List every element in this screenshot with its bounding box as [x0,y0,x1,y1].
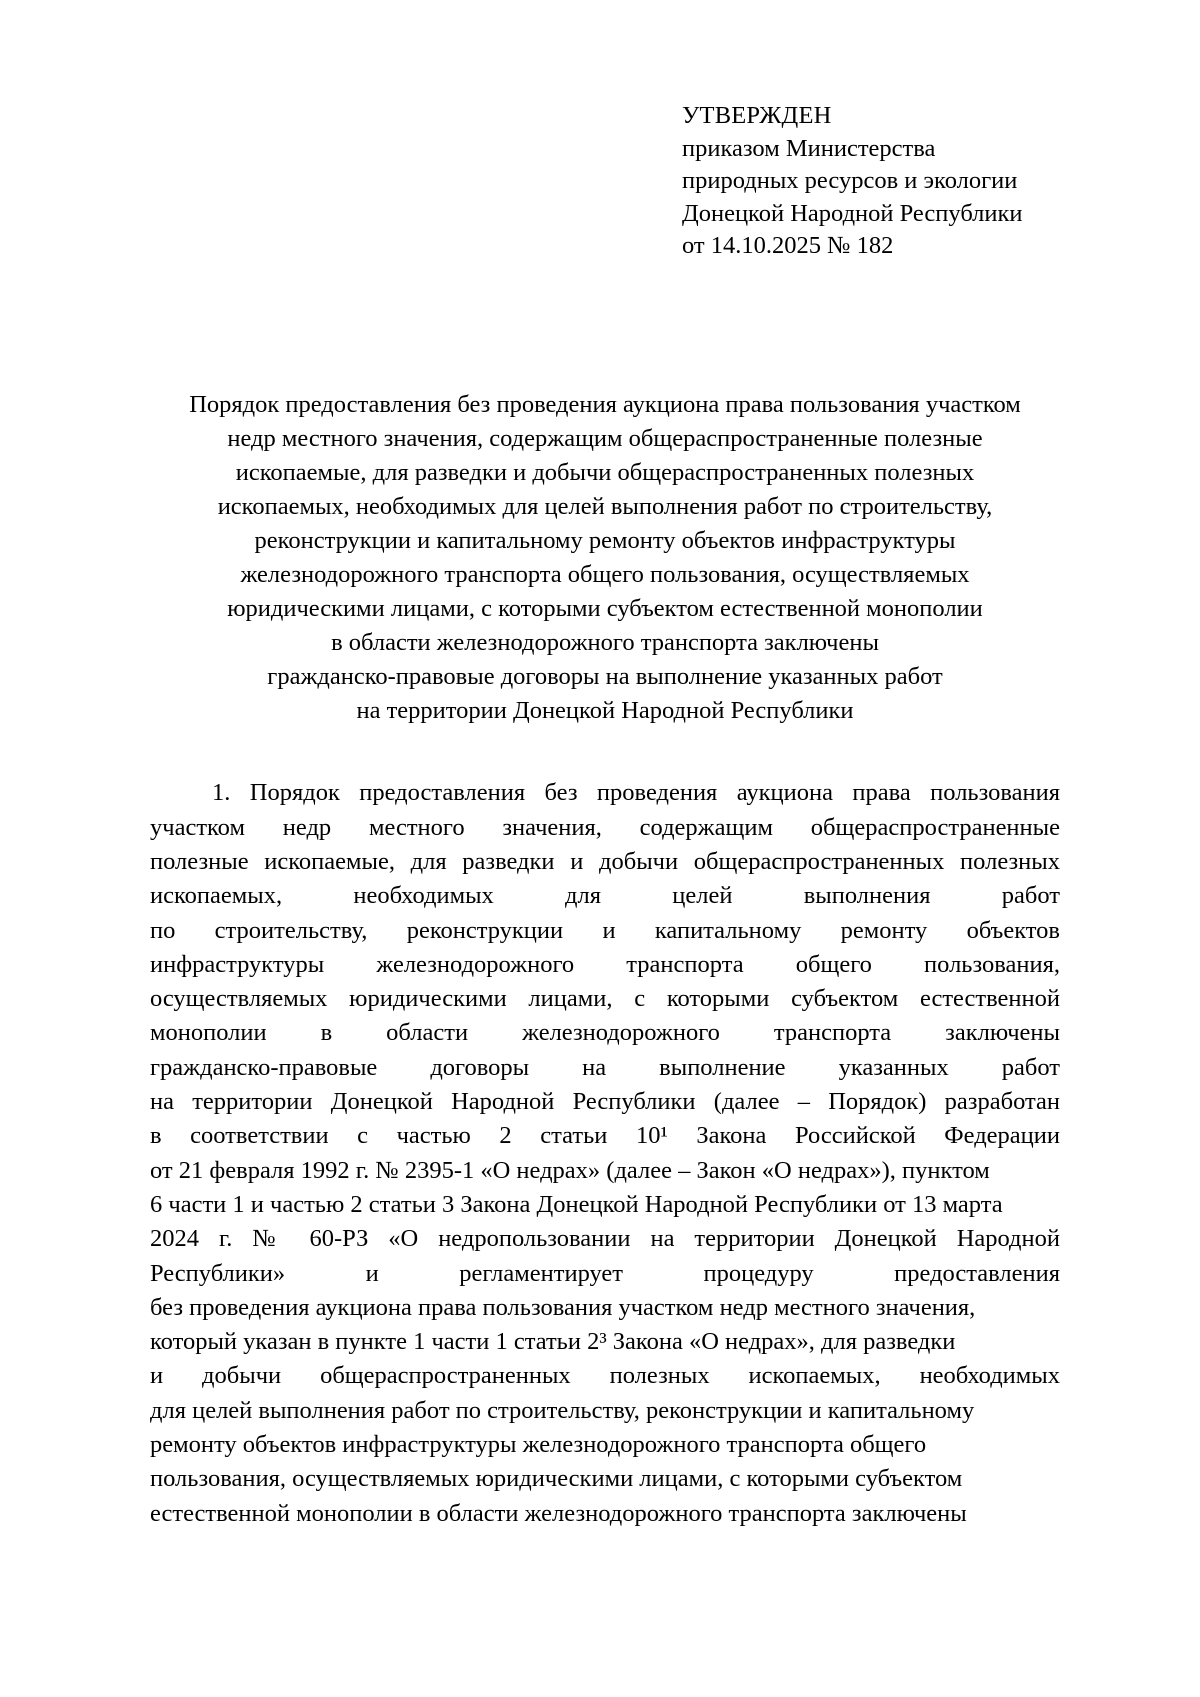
title-line: недр местного значения, содержащим общераспространенные полезные [227,424,983,452]
approval-line-1: приказом Министерства [682,134,936,162]
body-line: осуществляемых юридическими лицами, с которыми субъектом естественной [150,985,1060,1013]
title-line: гражданско-правовые договоры на выполнение указанных работ [267,663,943,691]
approval-line-4: от 14.10.2025 № 182 [682,232,894,260]
body-line: инфраструктуры железнодорожного транспорта общего пользования, [150,950,1060,978]
body-line: естественной монополии в области железнодорожного транспорта заключены [150,1499,967,1527]
title-line: в области железнодорожного транспорта заключены [331,629,879,657]
body-line: пользования, осуществляемых юридическими лицами, с которыми субъектом [150,1465,963,1493]
title-line: железнодорожного транспорта общего пользования, осуществляемых [240,561,970,589]
approval-line-3: Донецкой Народной Республики [682,199,1023,227]
body-line: без проведения аукциона права пользования участком недр местного значения, [150,1293,976,1321]
title-line: ископаемые, для разведки и добычи общераспространенных полезных [235,458,975,486]
title-line: реконструкции и капитальному ремонту объектов инфраструктуры [254,527,956,555]
body-line: полезные ископаемые, для разведки и добычи общераспространенных полезных [150,847,1060,875]
body-line: ремонту объектов инфраструктуры железнодорожного транспорта общего [150,1431,927,1458]
body-line: в соответствии с частью 2 статьи 10¹ Закона Российской Федерации [150,1122,1060,1150]
paragraph-1 [150,776,1060,1531]
body-line: 2024 г. № 60-РЗ «О недропользовании на территории Донецкой Народной [150,1225,1060,1253]
page-title [150,388,1060,728]
body-line: на территории Донецкой Народной Республики (далее – Порядок) разработан [150,1088,1060,1116]
body-line: 6 части 1 и частью 2 статьи 3 Закона Донецкой Народной Республики от 13 марта [150,1190,1003,1218]
body-line: участком недр местного значения, содержащим общераспространенные [150,813,1060,841]
body-line: который указан в пункте 1 части 1 статьи 2³ Закона «О недрах», для разведки [150,1328,956,1356]
body-line: от 21 февраля 1992 г. № 2395-1 «О недрах» (далее – Закон «О недрах»), пунктом [150,1156,990,1184]
title-line: Порядок предоставления без проведения аукциона права пользования участком [189,390,1021,418]
approval-block [682,100,1082,263]
title-line: на территории Донецкой Народной Республики [356,697,854,725]
approval-line-2: природных ресурсов и экологии [682,167,1018,195]
body-line: ископаемых, необходимых для целей выполнения работ [150,882,1060,910]
body-line: Республики» и регламентирует процедуру предоставления [150,1259,1060,1287]
body-line: и добычи общераспространенных полезных ископаемых, необходимых [150,1362,1060,1390]
page-content [150,0,1060,1531]
body-line: по строительству, реконструкции и капитальному ремонту объектов [150,916,1060,944]
body-line: гражданско-правовые договоры на выполнение указанных работ [150,1053,1060,1081]
body-line: для целей выполнения работ по строительству, реконструкции и капитальному [150,1396,975,1424]
title-line: юридическими лицами, с которыми субъектом естественной монополии [227,595,983,623]
approval-heading: УТВЕРЖДЕН [682,102,832,129]
body-line: 1. Порядок предоставления без проведения аукциона права пользования [212,779,1060,807]
body-line: монополии в области железнодорожного транспорта заключены [150,1019,1060,1047]
title-line: ископаемых, необходимых для целей выполнения работ по строительству, [217,493,993,521]
